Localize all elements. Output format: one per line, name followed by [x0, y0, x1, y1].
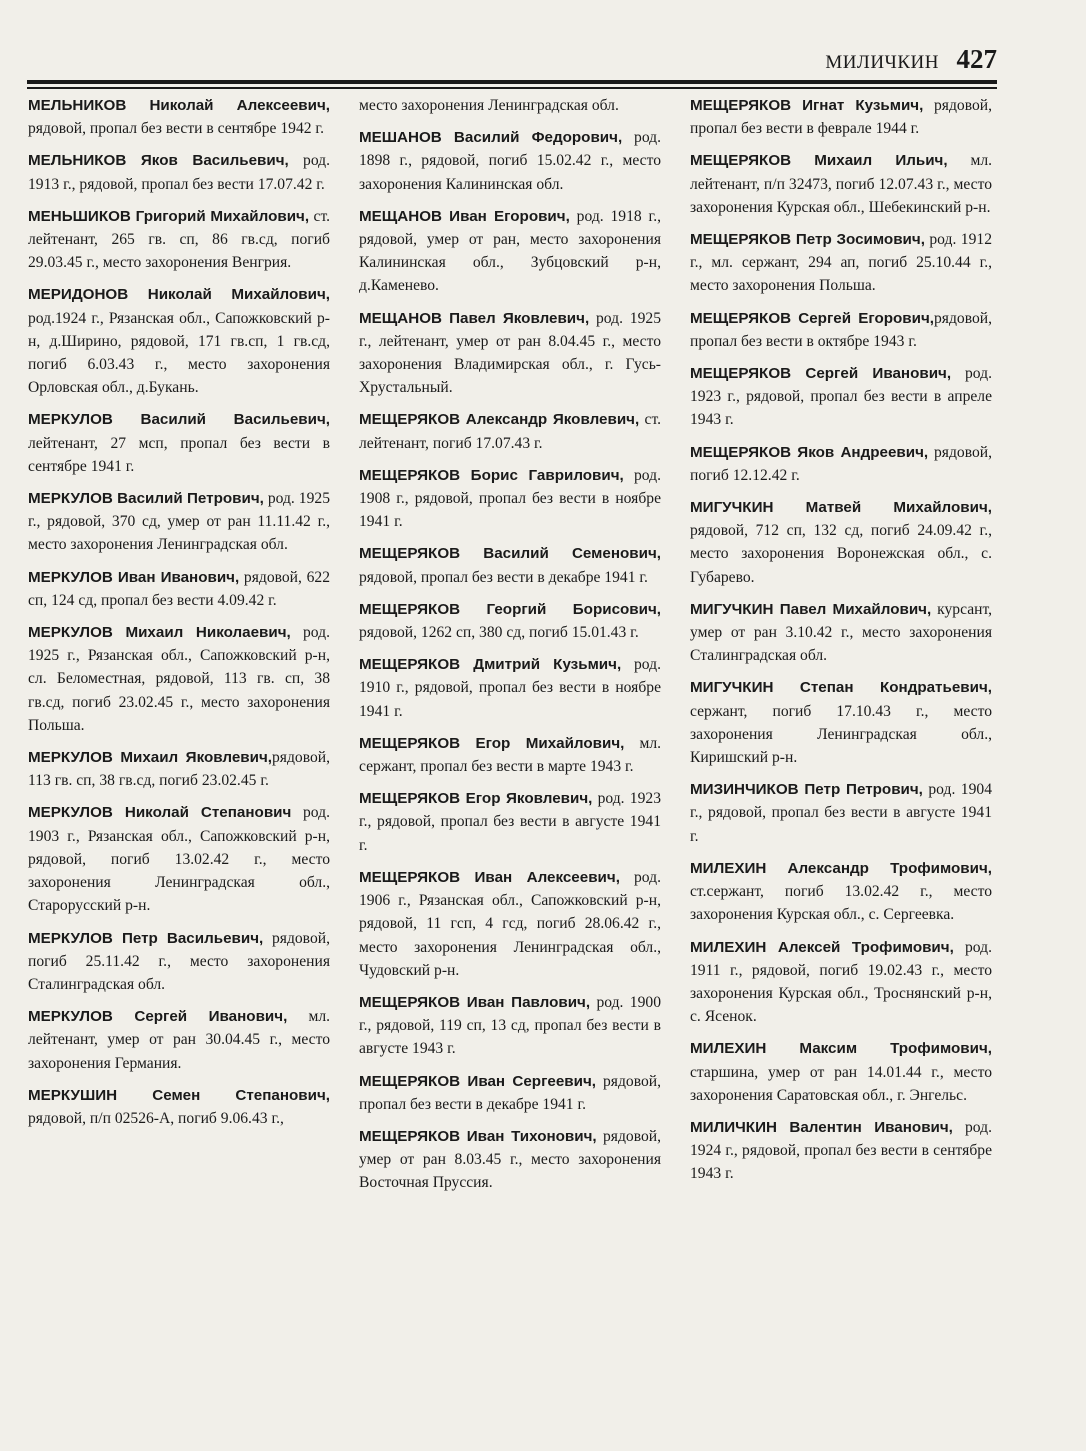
list-item — [359, 307, 661, 400]
entry-text: род. 1925 г., Рязанская обл., Сапожковский р-н, сл. Беломестная, рядовой, 113 гв. сп, 38 гв.сд, погиб 23.02.45 г., место захоронения Польша. — [28, 624, 330, 734]
entry-text: рядовой, п/п 02526-А, погиб 9.06.43 г., — [28, 1109, 284, 1127]
entry-text: ст. лейтенант, 265 гв. сп, 86 гв.сд, погиб 29.03.45 г., место захоронения Венгрия. — [28, 207, 330, 272]
list-item — [28, 1084, 330, 1130]
list-item — [28, 205, 330, 275]
entry-name: МЕНЬШИКОВ Григорий Михайлович, — [28, 207, 310, 225]
entry-name: МЕЩЕРЯКОВ Петр Зосимович, — [690, 231, 925, 249]
list-item — [359, 732, 661, 778]
list-item — [690, 1037, 992, 1107]
list-item — [359, 408, 661, 454]
list-item — [359, 94, 661, 117]
entry-name: МИЛЕХИН Александр Трофимович, — [690, 859, 992, 877]
entry-text: рядовой, пропал без вести в октябре 1943 г. — [690, 309, 992, 350]
list-item — [359, 787, 661, 857]
entry-name: МИЛЕХИН Максим Трофимович, — [690, 1040, 992, 1058]
entry-name: МЕЩЕРЯКОВ Егор Михайлович, — [359, 734, 625, 752]
entry-text: род. 1925 г., лейтенант, умер от ран 8.04.45 г., место захоронения Владимирская обл., г. Гусь-Хрустальный. — [359, 309, 661, 397]
entry-text: место захоронения Ленинградская обл. — [359, 97, 619, 114]
entry-text: сержант, погиб 17.10.43 г., место захоронения Ленинградская обл., Киришский р-н. — [690, 702, 992, 767]
list-item — [359, 205, 661, 298]
entry-name: МЕЩЕРЯКОВ Иван Алексеевич, — [359, 868, 620, 886]
entry-name: МИГУЧКИН Павел Михайлович, — [690, 600, 932, 618]
list-item — [690, 441, 992, 487]
entry-text: род. 1900 г., рядовой, 119 сп, 13 сд, пропал без вести в августе 1943 г. — [359, 993, 661, 1058]
list-item — [690, 778, 992, 848]
list-item — [690, 676, 992, 769]
entry-text: род. 1908 г., рядовой, пропал без вести в ноябре 1941 г. — [359, 466, 661, 531]
header-rule-thick — [27, 80, 997, 84]
list-item — [690, 307, 992, 353]
list-item — [28, 408, 330, 478]
entry-name: МЕЩАНОВ Павел Яковлевич, — [359, 309, 590, 327]
entry-text: род. 1911 г., рядовой, погиб 19.02.43 г., место захоронения Курская обл., Троснянский р-н, с. Ясенок. — [690, 938, 992, 1026]
entry-name: МИЛИЧКИН Валентин Иванович, — [690, 1118, 953, 1136]
column-2 — [359, 94, 661, 1204]
entry-text: рядовой, пропал без вести в феврале 1944 г. — [690, 97, 992, 138]
list-item — [28, 801, 330, 917]
entry-text: род. 1898 г., рядовой, погиб 15.02.42 г., место захоронения Калининская обл. — [359, 129, 661, 193]
entry-name: МЕЩЕРЯКОВ Егор Яковлевич, — [359, 790, 593, 808]
entry-text: рядовой, 1262 сп, 380 сд, погиб 15.01.43 г. — [359, 624, 639, 642]
entry-text: рядовой, пропал без вести в декабре 1941 г. — [359, 568, 648, 586]
list-item — [690, 362, 992, 432]
list-item — [359, 653, 661, 723]
entry-name: МЕЩЕРЯКОВ Василий Семенович, — [359, 545, 661, 563]
entry-name: МЕЩЕРЯКОВ Игнат Кузьмич, — [690, 97, 924, 114]
column-3 — [690, 94, 992, 1195]
entry-text: род. 1925 г., рядовой, 370 сд, умер от ран 11.11.42 г., место захоронения Ленинградская обл. — [28, 490, 330, 554]
entry-name: МЕРКУЛОВ Иван Иванович, — [28, 568, 240, 586]
entry-name: МИЗИНЧИКОВ Петр Петрович, — [690, 781, 923, 799]
entry-text: рядовой, пропал без вести в декабре 1941 г. — [359, 1072, 661, 1113]
entry-text: рядовой, 712 сп, 132 сд, погиб 24.09.42 г., место захоронения Воронежская обл., с. Губарево. — [690, 522, 992, 586]
entry-text: рядовой, погиб 12.12.42 г. — [690, 443, 992, 484]
entry-text: рядовой, пропал без вести в сентябре 1942 г. — [28, 120, 324, 138]
entry-name: МЕРКУШИН Семен Степанович, — [28, 1086, 330, 1104]
entry-text: рядовой, 622 сп, 124 сд, пропал без вести 4.09.42 г. — [28, 568, 331, 609]
entry-name: МЕЩЕРЯКОВ Сергей Егорович, — [690, 309, 934, 327]
list-item — [690, 94, 992, 140]
list-item — [359, 1125, 661, 1195]
list-item — [359, 991, 661, 1061]
list-item — [28, 94, 330, 140]
entry-name: МЕЩАНОВ Иван Егорович, — [359, 207, 570, 225]
list-item — [690, 936, 992, 1029]
list-item — [359, 126, 661, 196]
entry-name: МИГУЧКИН Матвей Михайлович, — [690, 499, 992, 517]
entry-name: МЕРИДОНОВ Николай Михайлович, — [28, 286, 330, 304]
list-item — [28, 149, 330, 195]
entry-text: ст. лейтенант, погиб 17.07.43 г. — [359, 411, 661, 452]
entry-text: мл. лейтенант, умер от ран 30.04.45 г., место захоронения Германия. — [28, 1008, 331, 1072]
entry-text: курсант, умер от ран 3.10.42 г., место захоронения Сталинградская обл. — [690, 600, 992, 665]
list-item — [28, 1005, 330, 1075]
entry-name: МЕЩЕРЯКОВ Александр Яковлевич, — [359, 411, 640, 429]
entry-text: род.1924 г., Рязанская обл., Сапожковский р-н, д.Ширино, рядовой, 171 гв.сп, 1 гв.сд, погиб 6.03.43 г., место захоронения Орловская обл., д.Букань. — [28, 309, 330, 397]
entry-text: род. 1904 г., рядовой, пропал без вести в августе 1941 г. — [690, 781, 992, 845]
list-item — [690, 496, 992, 589]
entry-name: МЕЩЕРЯКОВ Михаил Ильич, — [690, 152, 948, 170]
entry-text: род. 1923 г., рядовой, пропал без вести в августе 1941 г. — [359, 790, 661, 854]
list-item — [28, 566, 330, 612]
entry-text: мл. лейтенант, п/п 32473, погиб 12.07.43 г., место захоронения Курская обл., Шебекинский р-н. — [690, 152, 992, 216]
list-item — [690, 857, 992, 927]
entry-text: мл. сержант, пропал без вести в марте 1943 г. — [359, 734, 661, 776]
list-item — [359, 866, 661, 982]
entry-text: род. 1906 г., Рязанская обл., Сапожковский р-н, рядовой, 11 гсп, 4 гсд, погиб 28.06.42 г., место захоронения Ленинградская обл., Чудовский р-н. — [359, 868, 661, 979]
list-item — [359, 542, 661, 588]
entry-name: МЕРКУЛОВ Сергей Иванович, — [28, 1008, 288, 1026]
list-item — [690, 1116, 992, 1186]
entry-name: МЕЩЕРЯКОВ Борис Гаврилович, — [359, 466, 624, 484]
entry-name: МЕЩЕРЯКОВ Иван Павлович, — [359, 993, 591, 1011]
entry-text: род. 1910 г., рядовой, пропал без вести в ноябре 1941 г. — [359, 656, 661, 720]
entry-text: род. 1912 г., мл. сержант, 294 ап, погиб 25.10.44 г., место захоронения Польша. — [690, 231, 992, 295]
running-title: МИЛИЧКИН — [825, 52, 939, 73]
entry-name: МЕРКУЛОВ Михаил Яковлевич, — [28, 749, 272, 767]
entry-name: МЕЩЕРЯКОВ Сергей Иванович, — [690, 365, 952, 383]
entry-text: род. 1918 г., рядовой, умер от ран, место захоронения Калининская обл., Зубцовский р-н, д.Каменево. — [359, 207, 661, 295]
entry-name: МЕЩЕРЯКОВ Дмитрий Кузьмич, — [359, 656, 622, 674]
column-1 — [28, 94, 330, 1139]
entry-name: МЕЩЕРЯКОВ Иван Тихонович, — [359, 1127, 597, 1145]
entry-name: МЕРКУЛОВ Василий Васильевич, — [28, 411, 330, 429]
list-item — [690, 149, 992, 219]
entry-text: рядовой, 113 гв. сп, 38 гв.сд, погиб 23.02.45 г. — [28, 749, 330, 790]
entry-text: род. 1923 г., рядовой, пропал без вести в апреле 1943 г. — [690, 365, 992, 429]
entry-name: МЕЩЕРЯКОВ Яков Андреевич, — [690, 443, 929, 461]
entry-text: ст.сержант, погиб 13.02.42 г., место захоронения Курская обл., с. Сергеевка. — [690, 883, 992, 924]
list-item — [28, 927, 330, 997]
list-item — [359, 1070, 661, 1116]
entry-text: старшина, умер от ран 14.01.44 г., место захоронения Саратовская обл., г. Энгельс. — [690, 1063, 992, 1104]
list-item — [690, 228, 992, 298]
list-item — [28, 487, 330, 557]
entry-text: род. 1913 г., рядовой, пропал без вести 17.07.42 г. — [28, 152, 330, 193]
entry-name: МЕРКУЛОВ Михаил Николаевич, — [28, 624, 291, 642]
entry-name: МЕЛЬНИКОВ Яков Васильевич, — [28, 152, 289, 170]
list-item — [690, 598, 992, 668]
list-item — [28, 746, 330, 792]
entry-text: рядовой, умер от ран 8.03.45 г., место захоронения Восточная Пруссия. — [359, 1127, 661, 1192]
header-rule-thin — [27, 87, 997, 89]
entry-name: МИГУЧКИН Степан Кондратьевич, — [690, 679, 992, 697]
entry-text: лейтенант, 27 мсп, пропал без вести в сентябре 1941 г. — [28, 434, 330, 475]
list-item — [359, 598, 661, 644]
entry-name: МЕРКУЛОВ Петр Васильевич, — [28, 929, 264, 947]
entry-text: род. 1903 г., Рязанская обл., Сапожковский р-н, рядовой, погиб 13.02.42 г., место захоронения Ленинградская обл., Старорусский р-н. — [28, 804, 330, 915]
entry-text: рядовой, погиб 25.11.42 г., место захоронения Сталинградская обл. — [28, 929, 330, 993]
entry-name: МЕРКУЛОВ Николай Степанович — [28, 804, 292, 822]
entry-name: МИЛЕХИН Алексей Трофимович, — [690, 938, 954, 956]
entry-name: МЕЛЬНИКОВ Николай Алексеевич, — [28, 97, 330, 114]
entry-text: род. 1924 г., рядовой, пропал без вести в сентябре 1943 г. — [690, 1118, 992, 1183]
page-header — [27, 44, 997, 78]
list-item — [28, 621, 330, 737]
entry-name: МЕЩЕРЯКОВ Иван Сергеевич, — [359, 1072, 597, 1090]
entry-name: МЕЩЕРЯКОВ Георгий Борисович, — [359, 600, 661, 618]
entry-name: МЕШАНОВ Василий Федорович, — [359, 129, 623, 147]
page-number: 427 — [956, 44, 997, 74]
list-item — [28, 283, 330, 399]
entry-name: МЕРКУЛОВ Василий Петрович, — [28, 490, 264, 508]
list-item — [359, 464, 661, 534]
